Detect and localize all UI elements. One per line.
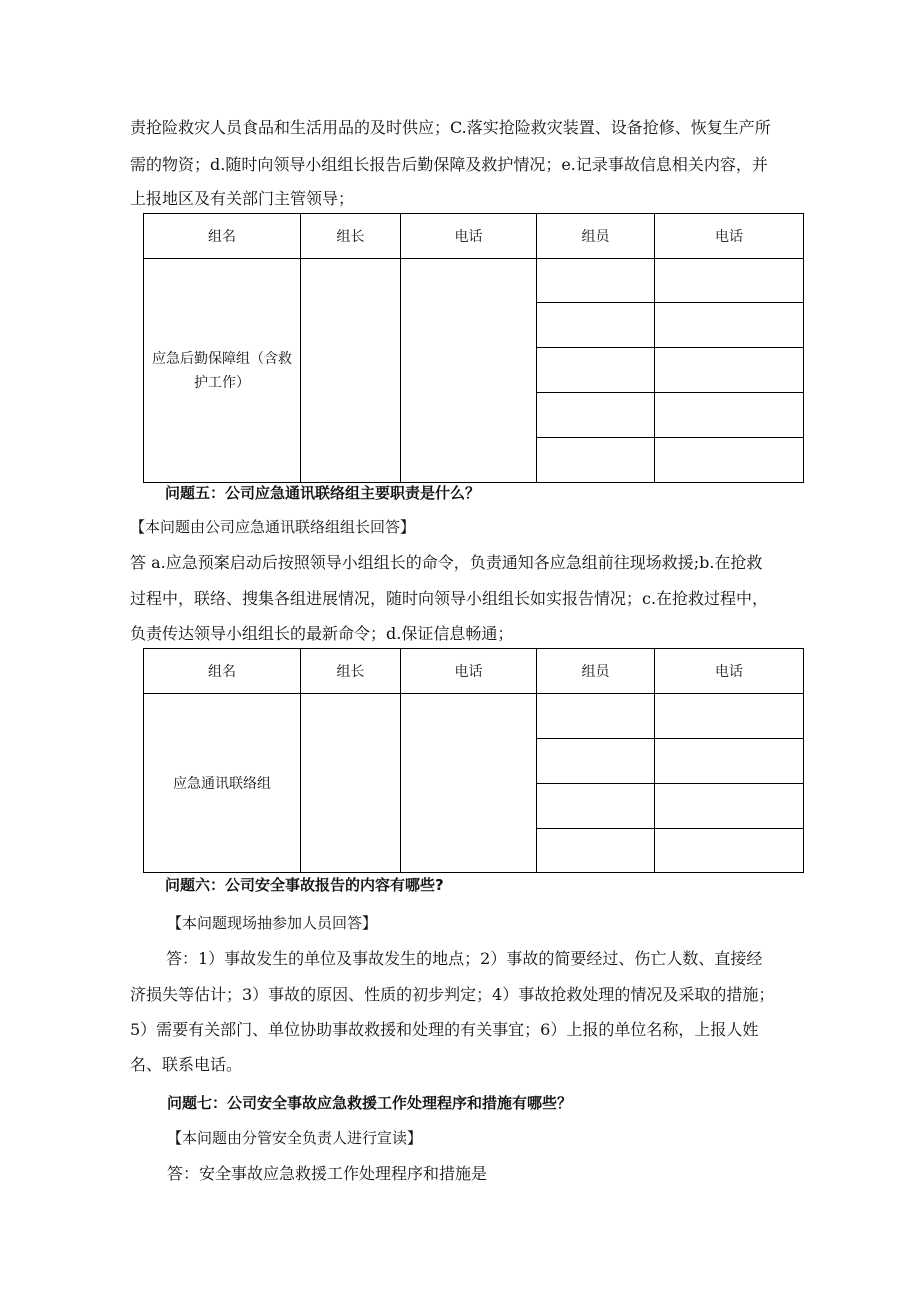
- header-member-phone: 电话: [655, 214, 804, 259]
- member-cell: [537, 829, 655, 873]
- intro-line-3: 上报地区及有关部门主管领导；: [130, 189, 355, 208]
- leader-cell: [301, 694, 401, 873]
- member-cell: [537, 348, 655, 393]
- leader-phone-cell: [401, 259, 537, 483]
- header-group-name: 组名: [144, 649, 301, 694]
- q6-answer-line-2: 济损失等估计；3）事故的原因、性质的初步判定；4）事故抢救处理的情况及采取的措施；: [130, 985, 775, 1004]
- q6-title: 问题六：公司安全事故报告的内容有哪些?: [165, 876, 444, 894]
- header-phone: 电话: [401, 214, 537, 259]
- header-leader: 组长: [301, 649, 401, 694]
- communication-group-table: [143, 648, 804, 873]
- member-phone-cell: [655, 829, 804, 873]
- q6-responder: 【本问题现场抽参加人员回答】: [167, 914, 378, 932]
- q7-answer: 答：安全事故应急救援工作处理程序和措施是: [167, 1164, 488, 1183]
- group-name-line-2: 护工作）: [194, 374, 250, 391]
- header-leader: 组长: [301, 214, 401, 259]
- member-phone-cell: [655, 303, 804, 348]
- group-name-cell: 应急通讯联络组: [144, 694, 301, 873]
- leader-phone-cell: [401, 694, 537, 873]
- q5-responder: 【本问题由公司应急通讯联络组组长回答】: [130, 518, 416, 536]
- header-phone: 电话: [401, 649, 537, 694]
- member-phone-cell: [655, 259, 804, 303]
- group-name-line-1: 应急后勤保障组（含救: [152, 350, 292, 367]
- q5-answer-line-1: 答 a.应急预案启动后按照领导小组组长的命令，负责通知各应急组前往现场救援;b.在抢救: [130, 553, 763, 572]
- header-group-name: 组名: [144, 214, 301, 259]
- q6-answer-line-1: 答：1）事故发生的单位及事故发生的地点；2）事故的简要经过、伤亡人数、直接经: [166, 949, 763, 968]
- header-member: 组员: [537, 214, 655, 259]
- member-phone-cell: [655, 739, 804, 784]
- q5-answer-line-3: 负责传达领导小组组长的最新命令；d.保证信息畅通；: [130, 624, 514, 643]
- member-phone-cell: [655, 438, 804, 483]
- logistics-group-table: [143, 213, 804, 483]
- member-cell: [537, 694, 655, 739]
- member-cell: [537, 303, 655, 348]
- member-cell: [537, 259, 655, 303]
- group-name-cell: [144, 259, 301, 483]
- q6-answer-line-3: 5）需要有关部门、单位协助事故救援和处理的有关事宜；6）上报的单位名称，上报人姓: [130, 1020, 759, 1039]
- q7-title: 问题七：公司安全事故应急救援工作处理程序和措施有哪些？: [167, 1094, 573, 1112]
- q7-responder: 【本问题由分管安全负责人进行宣读】: [167, 1129, 423, 1147]
- member-cell: [537, 739, 655, 784]
- member-cell: [537, 784, 655, 829]
- member-cell: [537, 438, 655, 483]
- member-cell: [537, 393, 655, 438]
- member-phone-cell: [655, 348, 804, 393]
- header-member: 组员: [537, 649, 655, 694]
- member-phone-cell: [655, 393, 804, 438]
- intro-line-2: 需的物资；d.随时向领导小组组长报告后勤保障及救护情况；e.记录事故信息相关内容，并: [130, 155, 768, 174]
- member-phone-cell: [655, 694, 804, 739]
- member-phone-cell: [655, 784, 804, 829]
- q5-answer-line-2: 过程中，联络、搜集各组进展情况，随时向领导小组组长如实报告情况；c.在抢救过程中，: [130, 589, 769, 608]
- intro-line-1: 责抢险救灾人员食品和生活用品的及时供应；C.落实抢险救灾装置、设备抢修、恢复生产所: [130, 118, 771, 137]
- leader-cell: [301, 259, 401, 483]
- q5-title: 问题五：公司应急通讯联络组主要职责是什么？: [165, 484, 481, 502]
- q6-answer-line-4: 名、联系电话。: [130, 1055, 243, 1074]
- header-member-phone: 电话: [655, 649, 804, 694]
